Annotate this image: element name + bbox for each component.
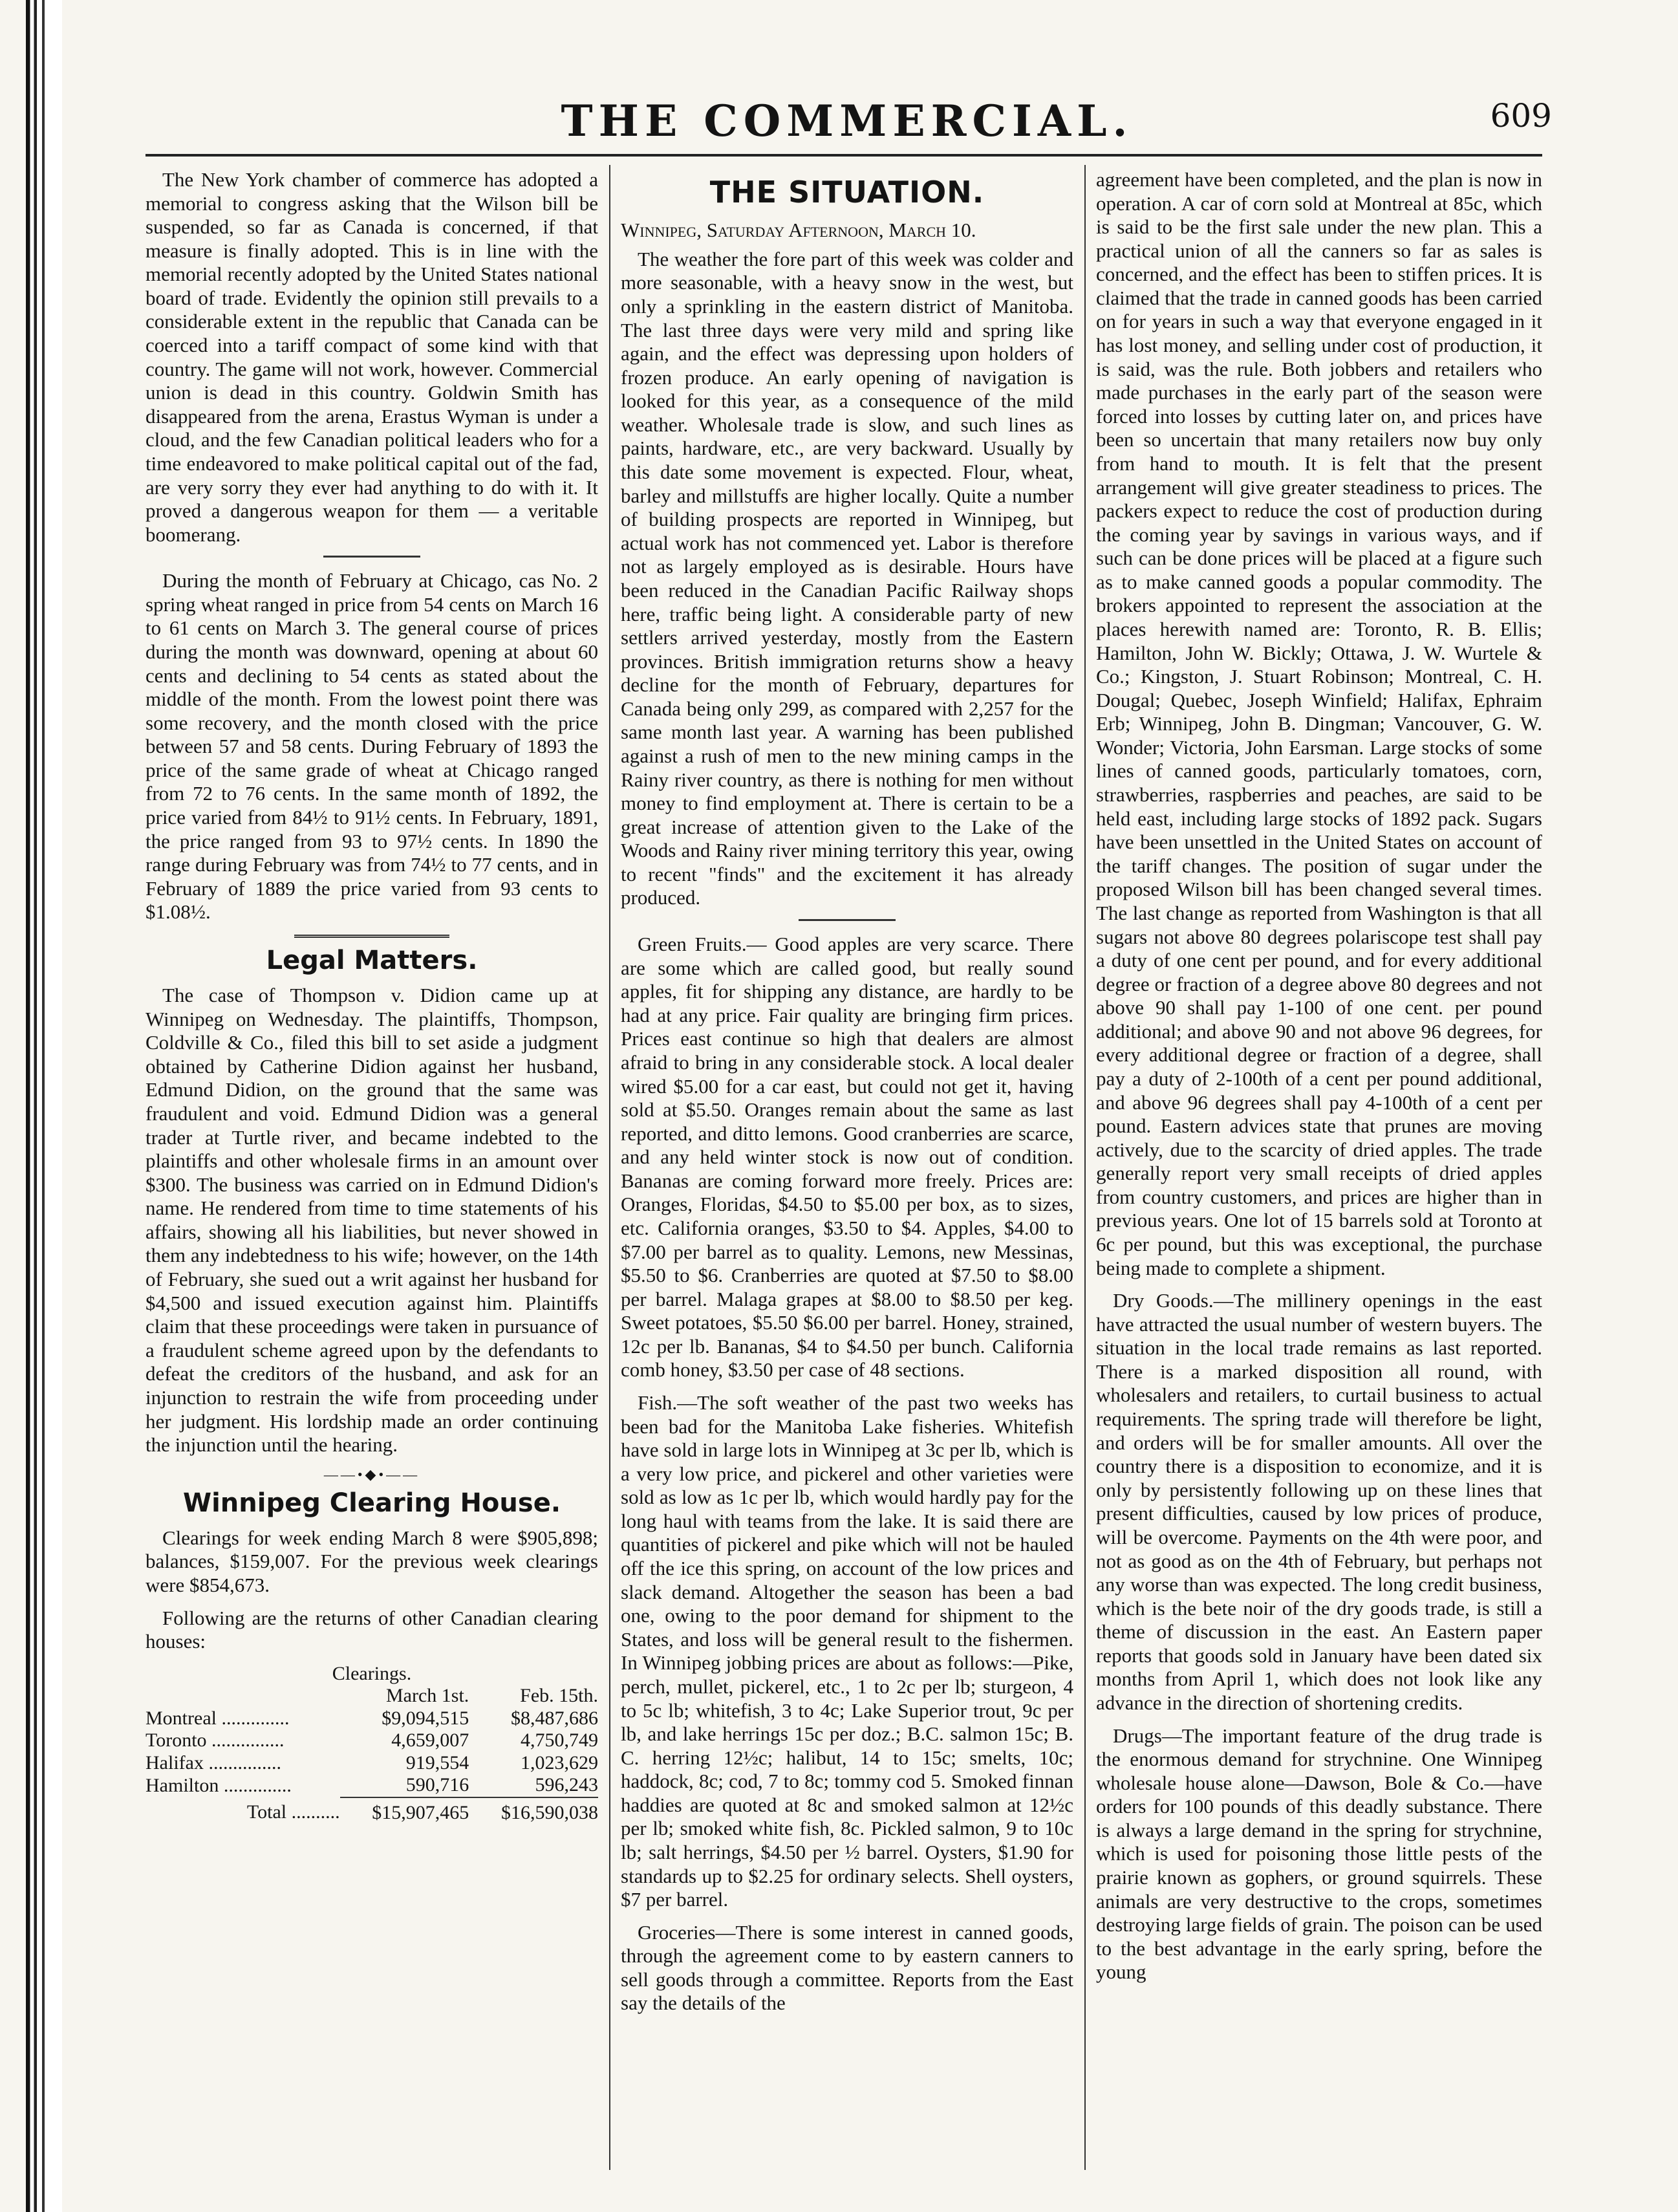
legal-matters-paragraph: The case of Thompson v. Didion came up at Winnipeg on Wednesday. The plaintiffs, Thompson, Coldville & Co., filed this bill to set aside a judgment obtained by Catherine Didion against her husband, Edmund Didion, on the ground that the same was fraudulent and void. Edmund Didion was a general trader at Turtle river, and became indebted to the plaintiffs and other wholesale firms in an amount over $300. The business was carried on in Edmund Didion's name. He rendered from time to time statements of his affairs, showing all his liabilities, but never showed in them any indebtedness to his wife; however, on the 14th of February, she sued out a writ against her husband for $4,500 and issued execution against him. Plaintiffs claim that these proceedings were taken in pursuance of a fraudulent scheme agreed upon by the defendants to defeat the creditors of the husband, and ask for an injunction to restrain the wife from proceeding under her judgment. His lordship made an order continuing the injunction until the hearing. <box>145 984 598 1457</box>
situation-dateline: Winnipeg, Saturday Afternoon, March 10. <box>621 219 976 242</box>
groceries-paragraph: Groceries—There is some interest in canned goods, through the agreement come to by eastern canners to sell goods through a committee. Reports from the East say the details of the <box>621 1920 1073 2015</box>
masthead-rule <box>145 154 1542 157</box>
feb-cell: 4,750,749 <box>521 1729 598 1751</box>
fish-paragraph: Fish.—The soft weather of the past two weeks has been bad for the Manitoba Lake fisheries. Whitefish have sold in large lots in Winnipeg at 3c per lb, which is a very low price, and pickerel and other varieties were sold as low as 1c per lb, which would hardly pay for the long haul with teams from the lake. It is said there are quantities of pickerel and pike which will not be hauled off the ice this spring, on account of the low prices and slack demand. Altogether the season has been a bad one, owing to the poor demand for shipment to the States, and loss will be general result to the fishermen. In Winnipeg jobbing prices are about as follows:—Pike, perch, mullet, pickerel, etc., 1 to 2c per lb; sturgeon, 4 to 5c lb; whitefish, 3 to 4c; Lake Superior trout, 9c per lb, and lake herrings 15c per doz.; B.C. salmon 15c; B. C. herring 12½c; halibut, 14 to 15c; smelts, 10c; haddock, 8c; cod, 7 to 8c; tommy cod 5. Smoked finnan haddies are quoted at 8c and smoked salmon at 12½c per lb; smoked white fish, 8c. Pickled salmon, 9 to 10c lb; salt herrings, $4.50 per ½ barrel. Oysters, $1.90 for standards up to $2.25 for ordinary selects. Shell oysters, $7 per barrel. <box>621 1391 1073 1911</box>
page-number: 609 <box>1490 97 1552 135</box>
drugs-paragraph: Drugs—The important feature of the drug trade is the enormous demand for strychnine. One Winnipeg wholesale house alone—Dawson, Bole & Co.—have orders for 100 pounds of this deadly substance. There is always a large demand in the spring for strychnine, which is used for poisoning those little pests of the prairie known as gophers, or ground squirrels. These animals are very destructive to the crops, sometimes destroying large fields of grain. The poison can be used to the best advantage in the early spring, before the young <box>1096 1724 1542 1984</box>
table-header-feb: Feb. 15th. <box>520 1685 598 1707</box>
page-spine-edge <box>26 0 62 2212</box>
clearing-house-paragraph-1: Clearings for week ending March 8 were $905,898; balances, $159,007. For the previous week clearings were $854,673. <box>145 1526 598 1596</box>
feb-cell: 596,243 <box>535 1774 598 1796</box>
city-cell: Hamilton .............. <box>145 1774 292 1796</box>
march-cell: 590,716 <box>405 1774 469 1796</box>
clearings-table <box>145 1663 598 1825</box>
editorial-paragraph-chicago-wheat: During the month of February at Chicago, cas No. 2 spring wheat ranged in price from 54 cents on March 16 to 61 cents on March 3. The general course of prices during the month was downward, opening at about 60 cents and declining to 54 cents as stated about the middle of the month. From the lowest point there was some recovery, and the month closed with the price between 57 and 58 cents. During February of 1893 the price of the same grade of wheat at Chicago ranged from 72 to 76 cents. In the same month of 1892, the price varied from 84½ to 91½ cents. In February, 1891, the price ranged from 93 to 97½ cents. In 1890 the range during February was from 74½ to 77 cents, and in February of 1889 the price varied from 93 cents to $1.08½. <box>145 569 598 924</box>
dry-goods-paragraph: Dry Goods.—The millinery openings in the east have attracted the usual number of western buyers. The situation in the local trade remains as last reported. There is a marked disposition all round, with wholesalers and retailers, to curtail business to actual requirements. The spring trade will therefore be light, and orders will be for smaller amounts. All over the country there is a disposition to economize, and it is only by persistently following up on these lines that present difficulties, caused by low prices of produce, will be overcome. Payments on the 4th were poor, and not as good as on the 4th of February, but perhaps not any worse than was expected. The long credit business, which is the bete noir of the dry goods trade, is still a theme of discussion in the east. An Eastern paper reports that goods sold in January have been dated six months from April 1, which does not look like any advance in the direction of shortening credits. <box>1096 1289 1542 1714</box>
total-label: Total .......... <box>246 1801 340 1823</box>
column-2 <box>621 168 1073 2186</box>
total-march: $15,907,465 <box>340 1797 469 1825</box>
clearings-label: Clearings. <box>332 1662 412 1684</box>
legal-matters-heading: Legal Matters. <box>266 945 478 975</box>
march-cell: 4,659,007 <box>391 1729 469 1751</box>
table-header-march: March 1st. <box>385 1685 469 1707</box>
city-cell: Toronto ............... <box>145 1729 285 1751</box>
table-row <box>145 1774 598 1797</box>
ornament-divider: ——•◆•—— <box>323 1466 420 1482</box>
situation-heading: THE SITUATION. <box>709 175 985 210</box>
feb-cell: $8,487,686 <box>511 1707 598 1729</box>
total-feb: $16,590,038 <box>469 1797 598 1825</box>
march-cell: 919,554 <box>405 1751 469 1773</box>
march-cell: $9,094,515 <box>382 1707 469 1729</box>
heading-rule <box>294 935 449 940</box>
table-row <box>145 1752 598 1775</box>
clearing-house-heading: Winnipeg Clearing House. <box>182 1488 561 1518</box>
groceries-continued-paragraph: agreement have been completed, and the plan is now in operation. A car of corn sold at Montreal at 85c, which is said to be the first sale under the new plan. This a practical union of all the canners so far as sales is concerned, and the effect has been to stiffen prices. It is claimed that the trade in canned goods has been carried on for years in such a way that everyone engaged in it has lost money, and selling under cost of production, it is said, was the rule. Both jobbers and retailers who made purchases in the early part of the season were forced into losses by cutting later on, and prices have been so uncertain that many retailers now buy only from hand to mouth. It is felt that the present arrangement will give greater steadiness to prices. The packers expect to reduce the cost of production during the coming year by savings in various ways, and if such can be done prices will be placed at a figure such as to make canned goods a popular commodity. The brokers appointed to represent the association at the places herewith named are: Toronto, R. B. Ellis; Hamilton, John W. Bickly; Ottawa, J. W. Wurtele & Co.; Kingston, J. Stuart Robinson; Montreal, C. H. Dougal; Quebec, Joseph Winfield; Halifax, Ephraim Erb; Winnipeg, John B. Dingman; Vancouver, G. W. Wonder; Victoria, John Earsman. Large stocks of some lines of canned goods, particularly tomatoes, corn, strawberries, raspberries and peaches, are said to be held east, including large stocks of 1892 pack. Sugars have been unsettled in the United States on account of the tariff changes. The position of sugar under the proposed Wilson bill has been changed several times. The last change as reported from Washington is that all sugars not above 80 degrees polariscope test shall pay a duty of one cent per pound, and for every additional degree or fraction of a degree above 80 degrees and not above 90 shall pay 1-100 of one cent. per pound additional; and above 90 and not above 96 degrees, for every additional degree or fraction of a degree, shall pay a duty of 2-100th of a cent per pound additional, and above 96 degrees shall pay 4-100th of a cent per pound. Eastern advices state that prunes are moving actively, due to the scarcity of dried apples. The trade generally report very small receipts of dried apples from country customers, and prices are higher than in previous years. One lot of 15 barrels sold at Toronto at 6c per pound, but this was exceptional, the purchase being made to complete a shipment. <box>1096 168 1542 1279</box>
column-1 <box>145 168 598 2186</box>
feb-cell: 1,023,629 <box>521 1751 598 1773</box>
editorial-paragraph-chamber-of-commerce: The New York chamber of commerce has adopted a memorial to congress asking that the Wilson bill be suspended, so far as Canada is concerned, if that measure is finally adopted. This is in line with the memorial recently adopted by the United States national board of trade. Evidently the opinion still prevails to a considerable extent in the republic that Canada can be coerced into a tariff compact of some kind with that country. The game will not work, however. Commercial union is dead in this country. Goldwin Smith has disappeared from the arena, Erastus Wyman is under a cloud, and the few Canadian political leaders who for a time endeavored to make political capital out of the fad, are very sorry they ever had anything to do with it. It proved a dangerous weapon for them — a veritable boomerang. <box>145 168 598 546</box>
city-cell: Montreal .............. <box>145 1707 290 1729</box>
table-header-blank <box>145 1685 340 1708</box>
clearing-house-paragraph-2: Following are the returns of other Canadian clearing houses: <box>145 1606 598 1653</box>
section-rule <box>799 919 896 921</box>
column-3 <box>1096 168 1542 2186</box>
situation-paragraph: The weather the fore part of this week was colder and more seasonable, with a heavy snow in the west, but only a sprinkling in the eastern district of Manitoba. The last three days were very mild and spring like again, and the effect was depressing upon holders of frozen produce. An early opening of navigation is looked for this year, as a consequence of the mild weather. Wholesale trade is slow, and such lines as paints, hardware, etc., are very backward. Usually by this date some movement is expected. Flour, wheat, barley and millstuffs are higher locally. Quite a number of building prospects are reported in Winnipeg, but actual work has not commenced yet. Labor is therefore not as largely employed as is desirable. Hours have been reduced in the Canadian Pacific Railway shops here, traffic being light. A considerable party of new settlers arrived yesterday, mostly from the Eastern provinces. British immigration returns show a heavy decline for the month of February, departures for Canada being only 299, as compared with 2,257 for the same month last year. A warning has been published against a rush of men to the new mining camps in the Rainy river country, as there is nothing for men without money to find employment at. There is certain to be a great increase of attention given to the Lake of the Woods and Rainy river mining territory this year, owing to recent "finds" and the excitement it has already produced. <box>621 247 1073 909</box>
table-total-row <box>145 1797 598 1825</box>
city-cell: Halifax ............... <box>145 1751 281 1773</box>
column-divider-2 <box>1084 165 1086 2170</box>
table-row <box>145 1729 598 1752</box>
newspaper-masthead: THE COMMERCIAL. <box>561 96 1134 146</box>
green-fruits-paragraph: Green Fruits.— Good apples are very scarce. There are some which are called good, but really sound apples, fit for shipping any distance, are hardly to be had at any price. Fair quality are bringing firm prices. Prices east continue so high that dealers are almost afraid to bring in any considerable stock. A local dealer wired $5.00 for a car east, but could not get it, having sold at $5.50. Oranges remain about the same as last reported, and ditto lemons. Good cranberries are scarce, and any held winter stock is now out of condition. Bananas are coming forward more freely. Prices are: Oranges, Floridas, $4.50 to $5.00 per box, as to sizes, etc. California oranges, $3.50 to $4. Apples, $4.00 to $7.00 per barrel as to quality. Lemons, new Messinas, $5.50 to $6. Cranberries are quoted at $7.50 to $8.00 per barrel. Malaga grapes at $8.00 to $8.50 per keg. Sweet potatoes, $5.50 $6.00 per barrel. Honey, strained, 12c per lb. Bananas, $4 to $4.50 per bunch. California comb honey, $3.50 per case of 48 sections. <box>621 933 1073 1382</box>
section-rule <box>323 556 420 558</box>
table-row <box>145 1708 598 1730</box>
column-divider-1 <box>609 165 610 2170</box>
